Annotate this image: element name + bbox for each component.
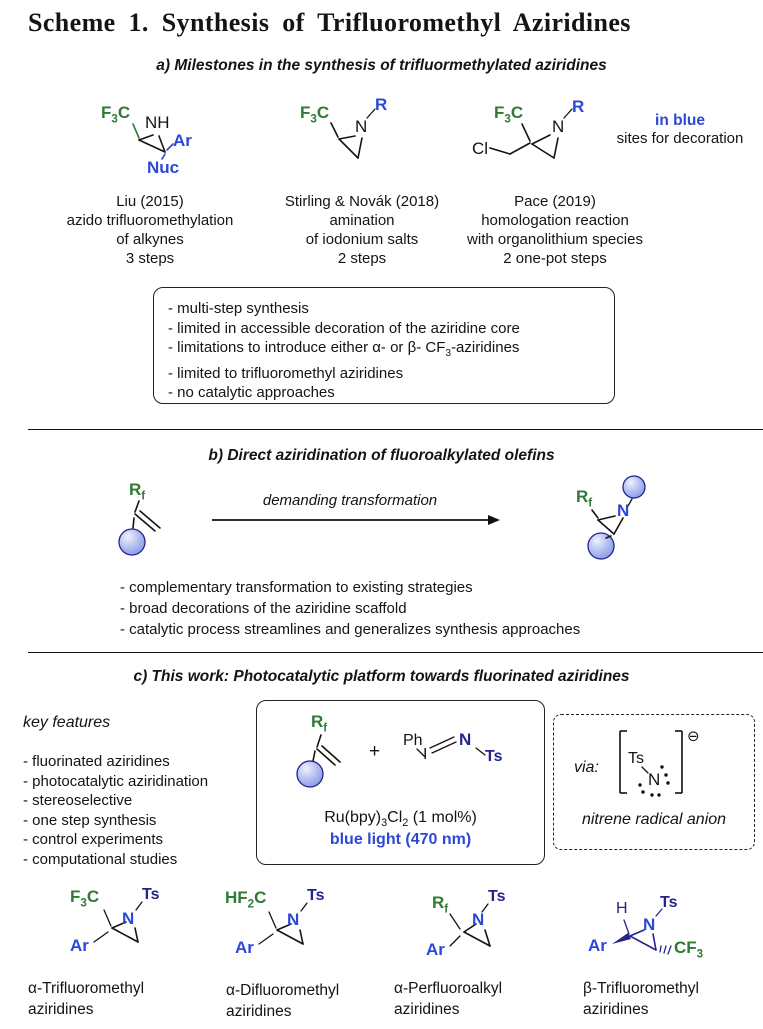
- chloromethyl-bonds: [490, 143, 530, 154]
- product-caption-3: [394, 978, 502, 1020]
- caption-line: 3 steps: [125, 250, 175, 267]
- caption-line: Pace (2019): [514, 193, 596, 210]
- cl-label: Cl: [472, 139, 489, 158]
- h-label: H: [616, 900, 628, 917]
- reaction-conditions-box: [256, 700, 545, 865]
- drawback-item: - limited to trifluoromethyl aziridines: [168, 364, 404, 382]
- divider-rule: [28, 429, 763, 430]
- ar-label: Ar: [588, 936, 607, 955]
- ar-label: Ar: [235, 938, 254, 957]
- cf3-label: $F_3C$: [300, 103, 330, 126]
- hashed-wedge-bond: [660, 946, 671, 954]
- aziridine-ring-bonds: [139, 135, 165, 152]
- milestone-caption-pace: [430, 192, 680, 268]
- caption-line: α-Trifluoromethyl: [28, 980, 145, 997]
- caption-line: with organolithium species: [467, 231, 643, 248]
- ts-label: Ts: [485, 748, 503, 765]
- nuc-label: Nuc: [147, 158, 180, 177]
- note-in-blue: in blue: [655, 112, 705, 129]
- drawback-item: - multi-step synthesis: [168, 300, 309, 317]
- bullet-item: - broad decorations of the aziridine scaffold: [120, 600, 407, 617]
- caption-line: β-Trifluoromethyl: [583, 980, 700, 997]
- feature-item: - stereoselective: [23, 792, 133, 809]
- divider-rule: [28, 652, 763, 653]
- rf-label: $R_f$: [576, 487, 593, 510]
- caption-line: aziridines: [28, 1001, 94, 1018]
- structure-stirling-novak: [295, 96, 420, 191]
- decoration-sphere: [623, 476, 645, 498]
- feature-item: - fluorinated aziridines: [23, 753, 170, 770]
- aziridine-ring-bonds: [532, 135, 558, 158]
- structure-alpha-chf2: [213, 884, 368, 974]
- n-label: N: [617, 501, 630, 520]
- double-bond: [317, 746, 340, 765]
- cf3-label: $F_3C$: [70, 887, 100, 910]
- drawback-item: - limited in accessible decoration of the aziridine core: [168, 319, 520, 337]
- olefin-bonds: [112, 472, 207, 567]
- rf-label: $R_f$: [311, 712, 328, 735]
- chf2-label: $HF_2C$: [225, 888, 267, 911]
- via-caption: nitrene radical anion: [581, 811, 727, 828]
- via-label: via:: [574, 759, 599, 776]
- product-caption-1: [28, 978, 144, 1020]
- caption-line: azido trifluoromethylation: [66, 212, 234, 229]
- structure-beta-cf3: [582, 884, 757, 974]
- feature-item: - photocatalytic aziridination: [23, 772, 209, 790]
- ts-label: Ts: [488, 888, 506, 905]
- ar-label: Ar: [426, 940, 445, 959]
- catalyst-line: $Ru(bpy)_3Cl_2$ (1 mol%): [324, 809, 477, 830]
- ar-label: Ar: [70, 936, 89, 955]
- double-bond: [135, 511, 160, 531]
- caption-line: aziridines: [583, 1001, 649, 1018]
- caption-line: Liu (2015): [116, 193, 184, 210]
- left-bracket: [620, 731, 627, 793]
- product-caption-2: [226, 980, 339, 1022]
- caption-line: of alkynes: [116, 231, 184, 248]
- bullet-item: - catalytic process streamlines and generalizes synthesis approaches: [120, 621, 581, 638]
- plus-sign: +: [369, 741, 381, 762]
- key-features-list: [23, 752, 208, 869]
- caption-line: α-Difluoromethyl: [226, 982, 340, 999]
- n-label: N: [459, 730, 472, 749]
- arrow-label: demanding transformation: [262, 492, 438, 509]
- caption-line: aziridines: [226, 1003, 292, 1020]
- bullet-item: - complementary transformation to existing strategies: [120, 579, 473, 596]
- caption-line: 2 steps: [337, 250, 387, 267]
- feature-item: - one step synthesis: [23, 811, 157, 829]
- section-b-header: b) Direct aziridination of fluoroalkylated olefins: [208, 447, 555, 464]
- structure-liu: [85, 98, 215, 193]
- blue-decoration-note: [600, 112, 760, 147]
- via-nitrene-box: [553, 714, 755, 850]
- feature-item: - computational studies: [23, 850, 178, 868]
- n-label: N: [472, 910, 485, 929]
- iodine-nitrogen-double-bond: [430, 737, 456, 753]
- structure-b-olefin: [112, 472, 207, 567]
- arrowhead: [488, 515, 500, 525]
- n-label: N: [643, 915, 656, 934]
- ar-label: Ar: [173, 131, 192, 150]
- n-label: N: [552, 117, 565, 136]
- rf-label: $R_f$: [432, 893, 449, 916]
- section-a-header: a) Milestones in the synthesis of trifluormethylated aziridines: [156, 57, 607, 74]
- right-bracket: [675, 731, 682, 793]
- r-label: R: [572, 97, 585, 116]
- ts-label: Ts: [628, 750, 644, 767]
- cf3-label: $CF_3$: [674, 938, 704, 961]
- milestone-caption-liu: [40, 192, 260, 268]
- scheme-title: Scheme 1. Synthesis of Trifluoromethyl Aziridines: [28, 8, 631, 37]
- n-label: N: [287, 910, 300, 929]
- n-label: N: [122, 909, 135, 928]
- decoration-sphere: [297, 761, 323, 787]
- caption-line: aziridines: [394, 1001, 460, 1018]
- ph-label: Ph: [403, 732, 423, 749]
- caption-line: of iodonium salts: [305, 231, 419, 248]
- note-sites: sites for decoration: [616, 130, 744, 147]
- ts-label: Ts: [660, 894, 678, 911]
- caption-line: homologation reaction: [481, 212, 629, 229]
- cf3-label: $F_3C$: [101, 103, 131, 126]
- drawback-item: - no catalytic approaches: [168, 384, 335, 401]
- rf-label: $R_f$: [129, 480, 146, 503]
- caption-line: amination: [329, 212, 395, 229]
- n-label: N: [648, 770, 661, 789]
- section-c-header: c) This work: Photocatalytic platform towards fluorinated aziridines: [133, 668, 630, 685]
- cf3-label: $F_3C$: [494, 103, 524, 126]
- drawbacks-list: [168, 299, 520, 403]
- structure-alpha-rf: [412, 884, 562, 974]
- structure-alpha-cf3: [56, 884, 206, 974]
- product-caption-4: [583, 978, 699, 1020]
- aziridine-ring-bonds: [339, 136, 362, 158]
- blue-light-line: blue light (470 nm): [329, 831, 472, 848]
- feature-item: - control experiments: [23, 831, 164, 848]
- caption-line: 2 one-pot steps: [503, 250, 607, 267]
- section-b-bullets: [120, 577, 580, 640]
- r-label: R: [375, 95, 388, 114]
- iodine-label: I: [423, 746, 428, 763]
- reaction-arrow: [210, 512, 502, 528]
- wedge-bond: [612, 933, 631, 944]
- drawback-item: - limitations to introduce either α- or β- $CF_3$-aziridines: [168, 339, 520, 359]
- structure-b-aziridine-product: [560, 458, 685, 568]
- ts-label: Ts: [307, 887, 325, 904]
- negative-charge: ⊖: [687, 728, 700, 745]
- n-label: N: [355, 117, 368, 136]
- caption-line: α-Perfluoroalkyl: [394, 980, 503, 997]
- caption-line: Stirling & Novák (2018): [284, 193, 440, 210]
- nh-label: NH: [145, 113, 170, 132]
- ts-label: Ts: [142, 886, 160, 903]
- key-features-title: key features: [23, 714, 111, 731]
- decoration-sphere: [119, 529, 145, 555]
